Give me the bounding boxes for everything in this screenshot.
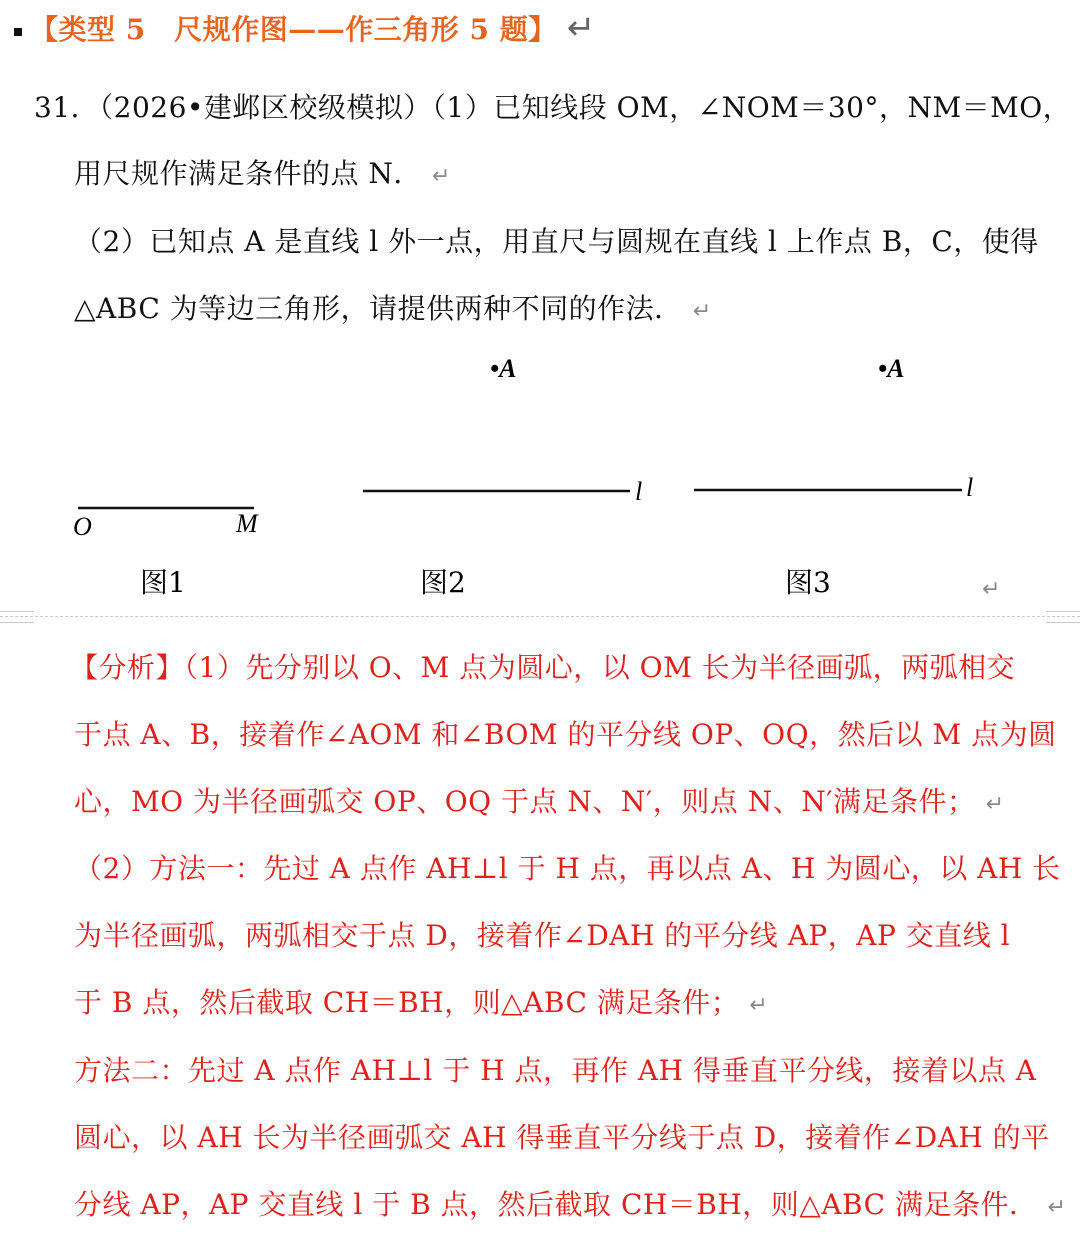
analysis-line-3-text: 心，MO 为半径画弧交 OP、OQ 于点 N、N′，则点 N、N′满足条件； — [74, 785, 976, 818]
question-line-4 — [74, 289, 712, 332]
figures-area — [0, 340, 1080, 610]
label-l: l — [635, 477, 643, 506]
return-mark-icon: ↵ — [692, 299, 712, 324]
analysis-line-8: 圆心，以 AH 长为半径画弧交 AH 得垂直平分线于点 D，接着作∠DAH 的平 — [74, 1121, 1050, 1154]
figure-2 — [363, 354, 642, 599]
label-point-a: •A — [878, 354, 905, 383]
question-line-1: 31．（2026•建邺区校级模拟）（1）已知线段 OM，∠NOM＝30°，NM＝MO， — [34, 91, 1072, 124]
caption-fig-3: 图3 — [785, 566, 831, 599]
question-line-2 — [74, 154, 451, 197]
analysis-line-7: 方法二：先过 A 点作 AH⊥l 于 H 点，再作 AH 得垂直平分线，接着以点 A — [74, 1054, 1037, 1087]
analysis-line-5: 为半径画弧，两弧相交于点 D，接着作∠DAH 的平分线 AP，AP 交直线 l — [74, 919, 1011, 952]
caption-fig-2: 图2 — [420, 566, 466, 599]
analysis-line-4: （2）方法一：先过 A 点作 AH⊥l 于 H 点，再以点 A、H 为圆心，以 AH 长 — [74, 852, 1061, 885]
page-separator — [0, 616, 1080, 617]
bullet-icon — [14, 28, 22, 36]
question-line-2-text: 用尺规作满足条件的点 N． — [74, 157, 422, 190]
section-header — [14, 8, 596, 50]
analysis-line-6 — [74, 983, 768, 1026]
label-o: O — [73, 512, 92, 541]
analysis-line-6-text: 于 B 点，然后截取 CH＝BH，则△ABC 满足条件； — [74, 986, 740, 1019]
analysis-line-1: 【分析】（1）先分别以 O、M 点为圆心，以 OM 长为半径画弧，两弧相交 — [70, 651, 1016, 684]
label-m: M — [236, 509, 258, 538]
question-line-3: （2）已知点 A 是直线 l 外一点，用直尺与圆规在直线 l 上作点 B，C，使得 — [74, 225, 1039, 258]
analysis-line-9 — [74, 1185, 1066, 1228]
return-mark-icon: ↵ — [566, 8, 596, 48]
return-mark-icon: ↵ — [985, 792, 1005, 817]
return-mark-icon: ↵ — [749, 993, 769, 1018]
figure-3 — [694, 354, 1000, 602]
section-title: 【类型 5 尺规作图——作三角形 5 题】 — [30, 13, 557, 46]
return-mark-icon: ↵ — [1047, 1195, 1067, 1220]
analysis-line-2: 于点 A、B，接着作∠AOM 和∠BOM 的平分线 OP、OQ，然后以 M 点为圆 — [74, 718, 1057, 751]
analysis-line-3 — [74, 782, 1005, 825]
label-l: l — [966, 473, 974, 502]
separator-tick-left — [0, 611, 34, 623]
analysis-line-9-text: 分线 AP，AP 交直线 l 于 B 点，然后截取 CH＝BH，则△ABC 满足条件． — [74, 1188, 1038, 1221]
question-line-4-text: △ABC 为等边三角形，请提供两种不同的作法． — [74, 292, 683, 325]
figure-1 — [73, 508, 259, 599]
return-mark-icon: ↵ — [982, 577, 1001, 602]
label-point-a: •A — [490, 354, 517, 383]
caption-fig-1: 图1 — [140, 566, 186, 599]
separator-tick-right — [1046, 611, 1080, 623]
return-mark-icon: ↵ — [431, 164, 451, 189]
